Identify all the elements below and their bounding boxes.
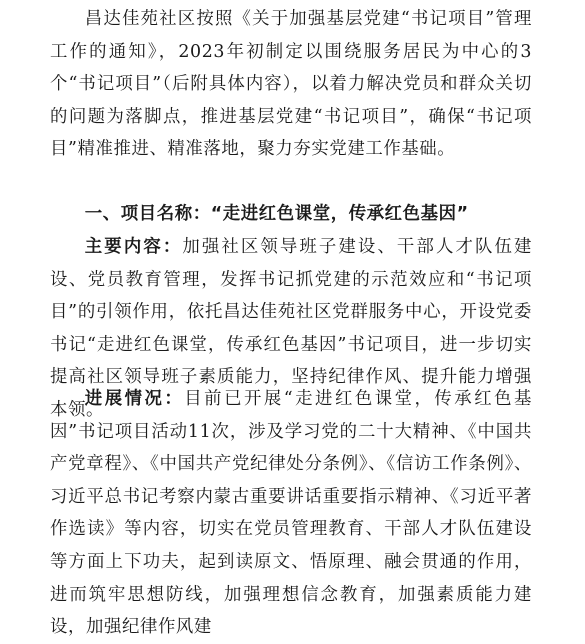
progress-label: 进展情况： [84,389,185,409]
intro-paragraph: 昌达佳苑社区按照《关于加强基层党建“书记项目”管理工作的通知》，2023年初制定以围绕服务居民为中心的3个“书记项目”（后附具体内容），以着力解决党员和群众关切的问题为落脚点，推进基层党建“书记项目”，确保“书记项目”精准推进、精准落地，聚力夯实党建工作基础。 [50,9,532,160]
main-content-text: 加强社区领导班子建设、干部人才队伍建设、党员教育管理，发挥书记抓党建的示范效应和“书记项目”的引领作用，依托昌达佳苑社区党群服务中心，开设党委书记“走进红色课堂，传承红色基因”书记项目，进一步切实提高社区领导班子素质能力，坚持纪律作风、提升能力增强本领。 [50,237,532,420]
progress-paragraph [50,383,532,644]
progress-text: 目前已开展“走进红色课堂，传承红色基因”书记项目活动11次，涉及学习党的二十大精神、《中国共产党章程》、《中国共产党纪律处分条例》、《信访工作条例》、习近平总书记考察内蒙古重要讲话重要指示精神、《习近平著作选读》等内容，切实在党员管理教育、干部人才队伍建设等方面上下功夫，起到读原文、悟原理、融会贯通的作用，进而筑牢思想防线，加强理想信念教育，加强素质能力建设，加强纪律作风建 [50,389,532,638]
section-heading: 一、项目名称：“走进红色课堂，传承红色基因” [84,204,469,224]
main-content-label: 主要内容： [84,237,183,257]
